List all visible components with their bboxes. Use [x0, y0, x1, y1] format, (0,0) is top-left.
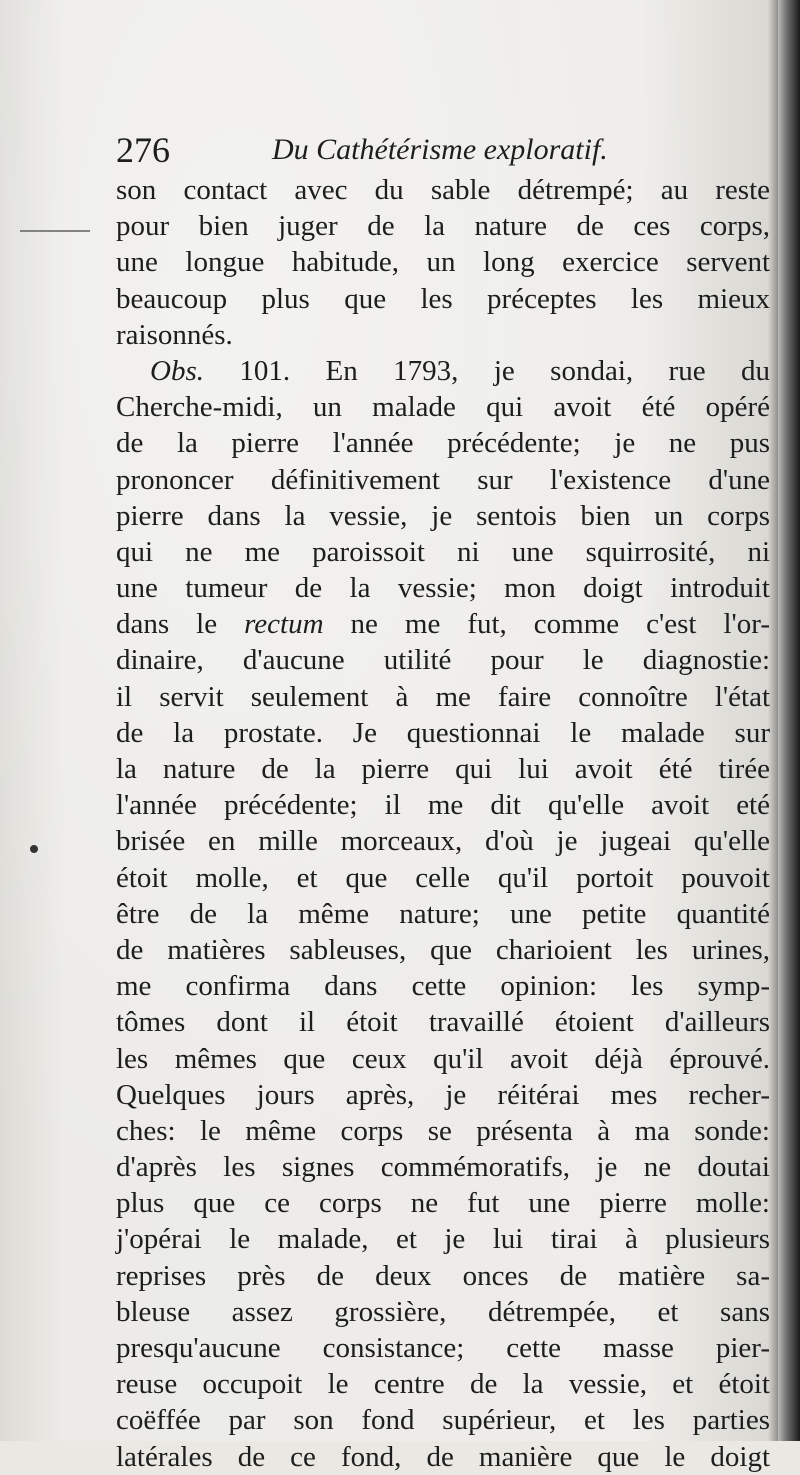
- text-line: presqu'aucune consistance; cette masse pier-: [116, 1332, 770, 1364]
- text-line: [116, 606, 770, 642]
- text-line: plus que ce corps ne fut une pierre molle:: [116, 1187, 770, 1220]
- text-fragment: ne me fut, comme c'est l'or-: [323, 608, 770, 641]
- text-line: ches: le même corps se présenta à ma sonde:: [116, 1114, 770, 1147]
- body-text: [116, 172, 770, 1475]
- italic-term: rectum: [244, 608, 324, 641]
- text-line: de la prostate. Je questionnai le malade sur: [116, 716, 770, 749]
- text-line: étoit molle, et que celle qu'il portoit pouvoit: [116, 861, 770, 894]
- text-line: de matières sableuses, que charioient les urines,: [116, 933, 770, 966]
- observation-label: Obs.: [150, 354, 204, 387]
- running-title: Du Cathétérisme exploratif.: [272, 133, 608, 166]
- text-line: tômes dont il étoit travaillé étoient d'ailleurs: [116, 1006, 770, 1039]
- text-line: reuse occupoit le centre de la vessie, et étoit: [116, 1368, 770, 1401]
- text-line: la nature de la pierre qui lui avoit été tirée: [116, 753, 770, 785]
- text-line: brisée en mille morceaux, d'où je jugeai qu'elle: [116, 825, 770, 858]
- text-line: il servit seulement à me faire connoître l'état: [116, 680, 770, 713]
- text-line: bleuse assez grossière, détrempée, et sans: [116, 1295, 770, 1328]
- text-line: [116, 353, 770, 389]
- text-line: coëffée par son fond supérieur, et les parties: [116, 1404, 770, 1437]
- text-fragment: dans le: [116, 608, 245, 641]
- text-line: Cherche-midi, un malade qui avoit été opéré: [116, 391, 770, 424]
- text-line: pour bien juger de la nature de ces corps,: [116, 210, 770, 243]
- text-line: reprises près de deux onces de matière sa-: [116, 1259, 770, 1292]
- text-line: une tumeur de la vessie; mon doigt introduit: [116, 572, 770, 605]
- text-line: j'opérai le malade, et je lui tirai à plusieurs: [116, 1223, 770, 1256]
- text-line: pierre dans la vessie, je sentois bien un corps: [116, 499, 770, 532]
- text-line: qui ne me paroissoit ni une squirrosité, ni: [116, 535, 770, 568]
- text-line: latérales de ce fond, de manière que le doigt: [116, 1440, 770, 1473]
- text-fragment: 101. En 1793, je sondai, rue du: [203, 354, 770, 387]
- text-line: être de la même nature; une petite quantité: [116, 897, 770, 930]
- page-edge-shadow: [778, 0, 800, 1441]
- text-line: prononcer définitivement sur l'existence d'une: [116, 463, 770, 496]
- text-line: de la pierre l'année précédente; je ne pus: [116, 427, 770, 460]
- text-line: raisonnés.: [116, 318, 233, 351]
- text-line: beaucoup plus que les préceptes les mieux: [116, 282, 770, 315]
- margin-mark: [20, 230, 90, 232]
- text-line: son contact avec du sable détrempé; au reste: [116, 174, 770, 206]
- ink-spot: [30, 845, 38, 853]
- text-line: une longue habitude, un long exercice servent: [116, 246, 770, 279]
- page-header: [116, 128, 756, 172]
- text-line: dinaire, d'aucune utilité pour le diagnostie:: [116, 644, 770, 677]
- text-line: me confirma dans cette opinion: les symp-: [116, 970, 770, 1003]
- text-line: Quelques jours après, je réitérai mes recher-: [116, 1078, 770, 1111]
- text-line: d'après les signes commémoratifs, je ne doutai: [116, 1151, 770, 1184]
- text-line: l'année précédente; il me dit qu'elle avoit eté: [116, 789, 770, 822]
- page-number: 276: [116, 130, 170, 170]
- text-line: les mêmes que ceux qu'il avoit déjà éprouvé.: [116, 1042, 770, 1075]
